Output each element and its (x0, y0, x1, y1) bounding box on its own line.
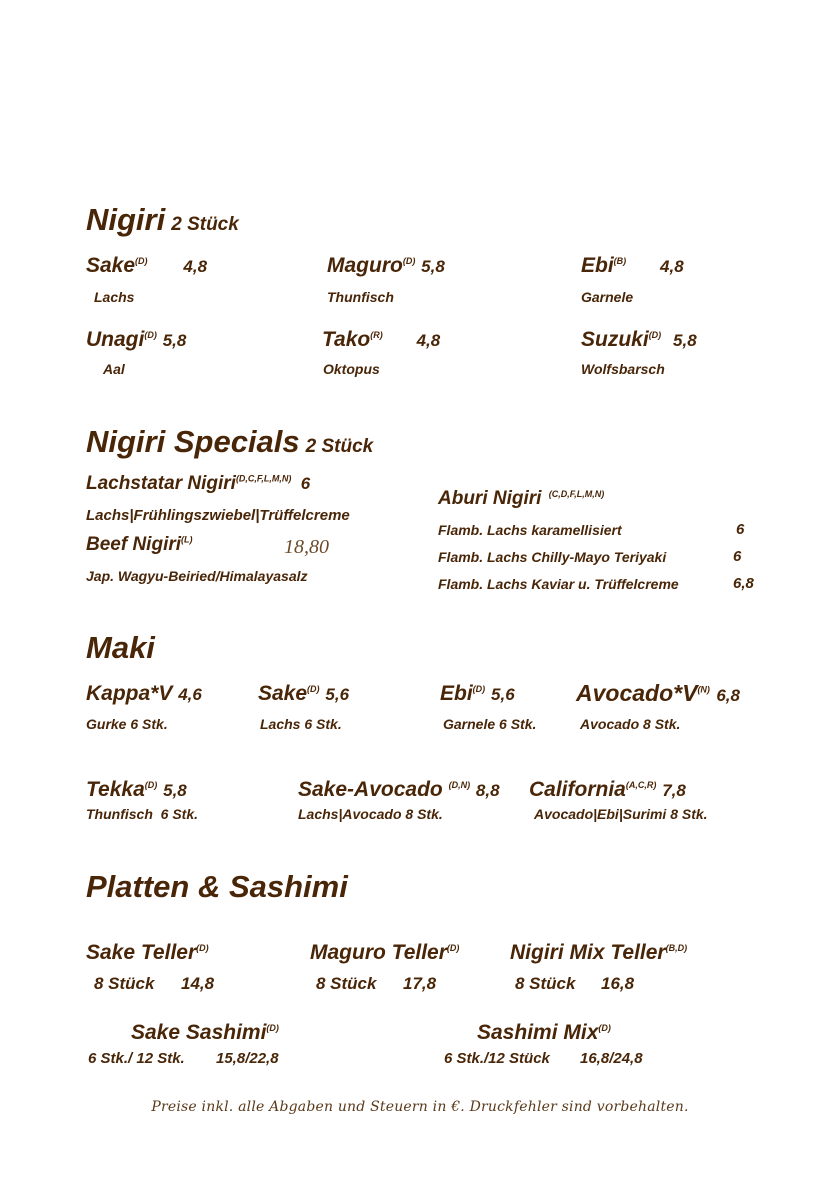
item-name: Unagi (86, 328, 145, 351)
menu-item-kappa-maki (86, 682, 202, 706)
item-price: 16,8 (601, 974, 635, 993)
nigiri-title: Nigiri (86, 202, 166, 237)
item-name: Ebi (440, 682, 473, 705)
menu-item-sake-nigiri (86, 254, 207, 278)
menu-item-tekka-maki (86, 778, 187, 802)
item-price: 5,8 (673, 331, 697, 350)
item-description: Thunfisch (327, 289, 394, 305)
item-price: 4,8 (416, 331, 441, 350)
item-description: Avocado|Ebi|Surimi 8 Stk. (534, 806, 708, 822)
menu-item-sake-teller (86, 941, 209, 965)
aburi-line-price: 6 (736, 521, 745, 538)
menu-item-maguro-nigiri (327, 254, 445, 278)
aburi-line-text: Flamb. Lachs karamellisiert (438, 522, 622, 538)
allergen-codes: (D,N) (448, 780, 471, 790)
menu-item-ebi-maki (440, 682, 515, 706)
item-price: 14,8 (181, 974, 215, 993)
allergen-codes: (D) (266, 1023, 279, 1033)
allergen-codes: (D,C,F,L,M,N) (235, 473, 292, 484)
item-quantity: 6 Stk./ 12 Stk. (88, 1050, 185, 1067)
item-description: Lachs (94, 289, 135, 305)
item-description: Aal (103, 361, 125, 377)
item-name: Nigiri Mix Teller (510, 941, 666, 964)
nigiri-heading (86, 202, 239, 238)
item-name: Sashimi Mix (477, 1021, 599, 1044)
item-price: 6 (300, 474, 311, 493)
item-quantity: 8 Stück (515, 974, 576, 993)
price-disclaimer: Preise inkl. alle Abgaben und Steuern in €. Druckfehler sind vorbehalten. (151, 1099, 689, 1115)
menu-item-california-maki (529, 778, 686, 802)
item-price: 4,6 (178, 685, 202, 704)
specials-title: Nigiri Specials (86, 424, 300, 459)
aburi-line-text: Flamb. Lachs Kaviar u. Trüffelcreme (438, 576, 679, 592)
allergen-codes: (R) (370, 330, 383, 340)
allergen-codes: (D) (144, 330, 157, 340)
specials-heading (86, 424, 373, 460)
item-quantity: 8 Stück (316, 974, 377, 993)
item-name: Sake (258, 682, 308, 705)
item-name: Beef Nigiri (86, 534, 182, 555)
item-quantity: 8 Stück (94, 974, 155, 993)
item-price: 5,6 (325, 685, 350, 704)
allergen-codes: (D) (446, 943, 460, 953)
item-price: 17,8 (403, 974, 437, 993)
item-price: 6,8 (716, 686, 740, 705)
item-description: Lachs 6 Stk. (260, 716, 342, 732)
nigiri-subtitle: 2 Stück (171, 214, 239, 235)
item-description: Lachs|Avocado 8 Stk. (298, 806, 443, 822)
menu-item-sake-sashimi (131, 1021, 279, 1045)
item-name: Sake Teller (86, 941, 197, 964)
menu-item-lachstatar-nigiri (86, 473, 310, 495)
menu-item-unagi-nigiri (86, 328, 186, 352)
menu-item-aburi-nigiri (438, 488, 604, 510)
menu-item-nigiri-mix-teller (510, 941, 687, 965)
item-name: Maguro (327, 254, 403, 277)
allergen-codes: (A,C,R) (625, 780, 657, 790)
item-name: Ebi (581, 254, 614, 277)
item-name: Maguro Teller (310, 941, 447, 964)
allergen-codes: (D) (648, 330, 662, 340)
item-name: Aburi Nigiri (438, 488, 542, 509)
item-description: Wolfsbarsch (581, 361, 665, 377)
item-price: 15,8/22,8 (216, 1050, 279, 1067)
menu-item-avocado-maki (576, 680, 740, 707)
allergen-codes: (C,D,F,L,M,N) (548, 488, 605, 499)
item-price: 5,8 (421, 257, 445, 276)
allergen-codes: (D) (472, 684, 486, 694)
item-price: 5,8 (162, 331, 187, 350)
allergen-codes: (D) (598, 1023, 611, 1033)
aburi-line-price: 6,8 (733, 575, 754, 592)
maki-heading: Maki (86, 630, 155, 665)
item-name: Avocado*V (576, 680, 698, 706)
menu-item-beef-nigiri (86, 534, 193, 556)
item-description: Gurke 6 Stk. (86, 716, 168, 732)
item-description: Thunfisch 6 Stk. (86, 806, 199, 822)
item-description: Garnele 6 Stk. (443, 716, 537, 732)
item-quantity: 6 Stk./12 Stück (444, 1050, 550, 1067)
allergen-codes: (L) (181, 534, 193, 545)
allergen-codes: (D) (144, 780, 158, 790)
platten-heading: Platten & Sashimi (86, 869, 348, 904)
allergen-codes: (N) (697, 684, 710, 695)
item-price: 8,8 (475, 781, 500, 800)
item-description: Lachs|Frühlingszwiebel|Trüffelcreme (86, 507, 350, 524)
item-price: 5,8 (163, 781, 187, 800)
menu-item-tako-nigiri (322, 328, 440, 352)
item-price: 7,8 (662, 781, 686, 800)
item-price: 4,8 (183, 257, 208, 276)
item-price: 16,8/24,8 (580, 1050, 643, 1067)
item-price: 18,80 (284, 536, 329, 558)
aburi-line-price: 6 (733, 548, 742, 565)
item-name: Sake-Avocado (298, 778, 443, 801)
item-description: Jap. Wagyu-Beiried/Himalayasalz (86, 568, 308, 584)
item-description: Oktopus (323, 361, 380, 377)
item-name: California (529, 778, 626, 801)
allergen-codes: (B) (613, 256, 627, 266)
menu-item-maguro-teller (310, 941, 459, 965)
allergen-codes: (D) (402, 256, 416, 266)
item-price: 4,8 (660, 257, 684, 276)
item-name: Tako (322, 328, 371, 351)
item-name: Kappa*V (86, 682, 173, 705)
item-name: Tekka (86, 778, 145, 801)
menu-item-sake-maki (258, 682, 349, 706)
item-name: Sake Sashimi (131, 1021, 267, 1044)
menu-item-ebi-nigiri (581, 254, 684, 278)
item-name: Suzuki (581, 328, 649, 351)
item-name: Sake (86, 254, 136, 277)
allergen-codes: (D) (135, 256, 148, 266)
aburi-line-text: Flamb. Lachs Chilly-Mayo Teriyaki (438, 549, 667, 565)
menu-item-sashimi-mix (477, 1021, 611, 1045)
allergen-codes: (D) (307, 684, 320, 694)
allergen-codes: (B,D) (665, 943, 688, 953)
menu-item-sake-avocado-maki (298, 778, 500, 802)
item-name: Lachstatar Nigiri (86, 473, 236, 494)
menu-item-suzuki-nigiri (581, 328, 697, 352)
item-price: 5,6 (491, 685, 515, 704)
item-description: Avocado 8 Stk. (580, 716, 681, 732)
allergen-codes: (D) (196, 943, 209, 953)
specials-subtitle: 2 Stück (305, 436, 374, 457)
item-description: Garnele (581, 289, 634, 305)
